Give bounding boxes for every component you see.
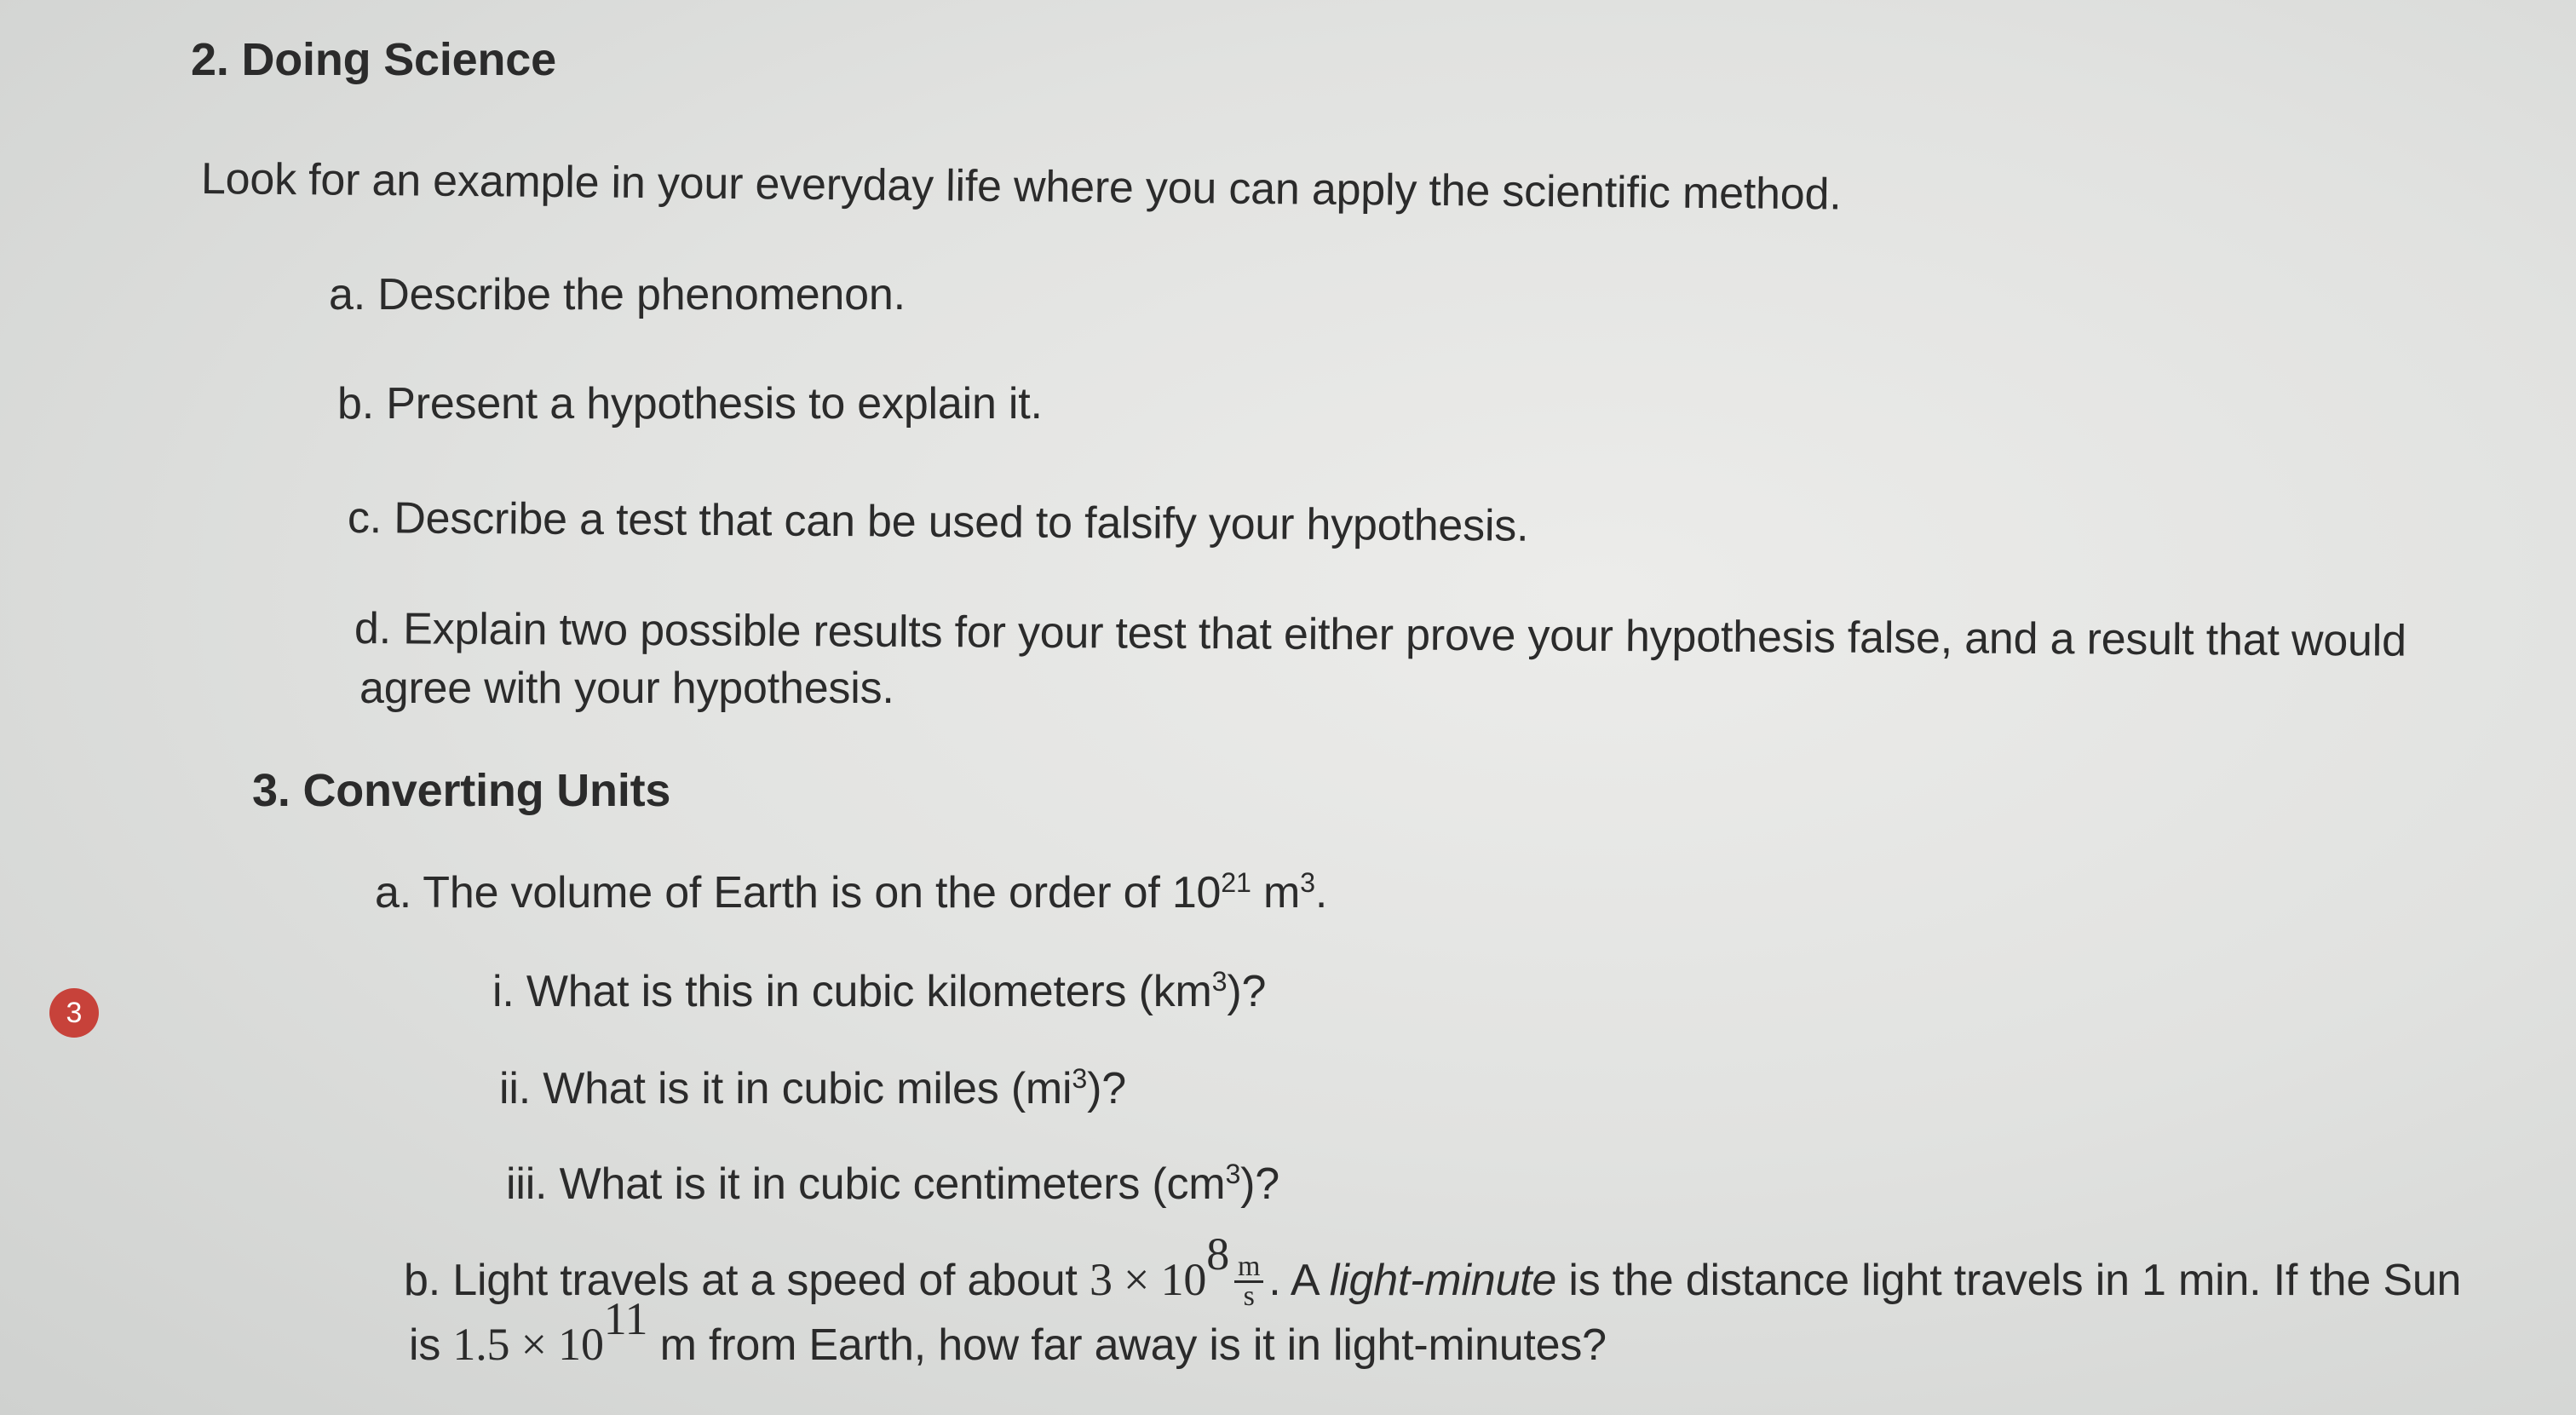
- q3-a-label: a.: [375, 868, 411, 917]
- q2-item-d-text: Explain two possible results for your test that either prove your hypothesis false, and a result that would: [403, 604, 2406, 666]
- q2-item-d-label: d.: [354, 604, 392, 654]
- q2-item-c-text: Describe a test that can be used to falsify your hypothesis.: [394, 493, 1529, 551]
- q3-a-subitem-i: [492, 964, 1266, 1024]
- q2-item-d: [354, 601, 2406, 669]
- q3-item-a: [375, 866, 1327, 925]
- q3-a-unit-exponent: 3: [1300, 867, 1315, 899]
- q3-b-label: b.: [404, 1256, 440, 1305]
- q3-b-unit-fraction: [1234, 1250, 1263, 1312]
- q3-a-exponent: 21: [1221, 867, 1251, 899]
- q3-b-distance: 1.5 × 10: [452, 1319, 604, 1370]
- q3-heading: 3. Converting Units: [252, 765, 671, 816]
- q3-a-ii-exp: 3: [1072, 1063, 1088, 1095]
- q2-item-a-text: Describe the phenomenon.: [377, 270, 906, 319]
- q2-item-b-label: b.: [337, 379, 374, 429]
- q3-b-line2-after: m from Earth, how far away is it in light-minutes?: [659, 1320, 1607, 1370]
- q2-prompt: Look for an example in your everyday life where you can apply the scientific method.: [200, 154, 1842, 220]
- q3-b-distance-exponent: 11: [603, 1293, 648, 1345]
- q2-item-b-text: Present a hypothesis to explain it.: [386, 379, 1043, 429]
- q3-item-b: [404, 1228, 2462, 1312]
- q3-a-subitem-iii: [506, 1157, 1279, 1217]
- q3-b-speed-exponent: 8: [1206, 1228, 1230, 1280]
- q3-a-i-exp: 3: [1211, 966, 1228, 998]
- q3-b-term-rest: is the distance light travels in 1 min. If the Sun: [1568, 1256, 2462, 1305]
- q3-b-frac-denominator: s: [1243, 1280, 1255, 1312]
- q3-b-speed: 3 × 10: [1089, 1254, 1207, 1305]
- q3-item-b-line2: [409, 1293, 1607, 1372]
- q3-b-after-frac: . A: [1268, 1256, 1318, 1305]
- q3-a-unit: m: [1263, 868, 1301, 917]
- q2-item-c: [348, 491, 1529, 554]
- q3-a-i-label: i.: [492, 967, 515, 1016]
- q3-a-ii-end: )?: [1087, 1064, 1126, 1113]
- q3-b-term: light-minute: [1329, 1256, 1557, 1305]
- q2-heading: 2. Doing Science: [191, 34, 556, 85]
- q3-b-line2-before: is: [409, 1320, 441, 1370]
- q2-item-d-continuation: agree with your hypothesis.: [359, 664, 894, 713]
- q3-a-iii-exp: 3: [1225, 1159, 1241, 1190]
- q2-item-a: [329, 267, 906, 322]
- q3-a-text: The volume of Earth is on the order of 10: [423, 868, 1222, 917]
- q2-item-b: [337, 377, 1043, 431]
- q3-a-i-text: What is this in cubic kilometers (km: [526, 967, 1212, 1016]
- q3-a-i-end: )?: [1227, 967, 1267, 1016]
- q3-b-text: Light travels at a speed of about: [452, 1256, 1078, 1305]
- q3-a-subitem-ii: [499, 1061, 1126, 1121]
- q3-a-iii-label: iii.: [506, 1159, 548, 1209]
- q3-a-end: .: [1314, 868, 1328, 917]
- q2-item-c-label: c.: [347, 493, 382, 544]
- q3-a-iii-end: )?: [1240, 1159, 1280, 1209]
- q2-item-a-label: a.: [329, 270, 365, 319]
- q3-a-iii-text: What is it in cubic centimeters (cm: [559, 1159, 1226, 1209]
- q3-a-ii-text: What is it in cubic miles (mi: [543, 1064, 1072, 1113]
- q3-a-ii-label: ii.: [499, 1064, 531, 1113]
- q3-b-frac-numerator: m: [1234, 1253, 1263, 1283]
- page-number-badge: 3: [49, 988, 99, 1038]
